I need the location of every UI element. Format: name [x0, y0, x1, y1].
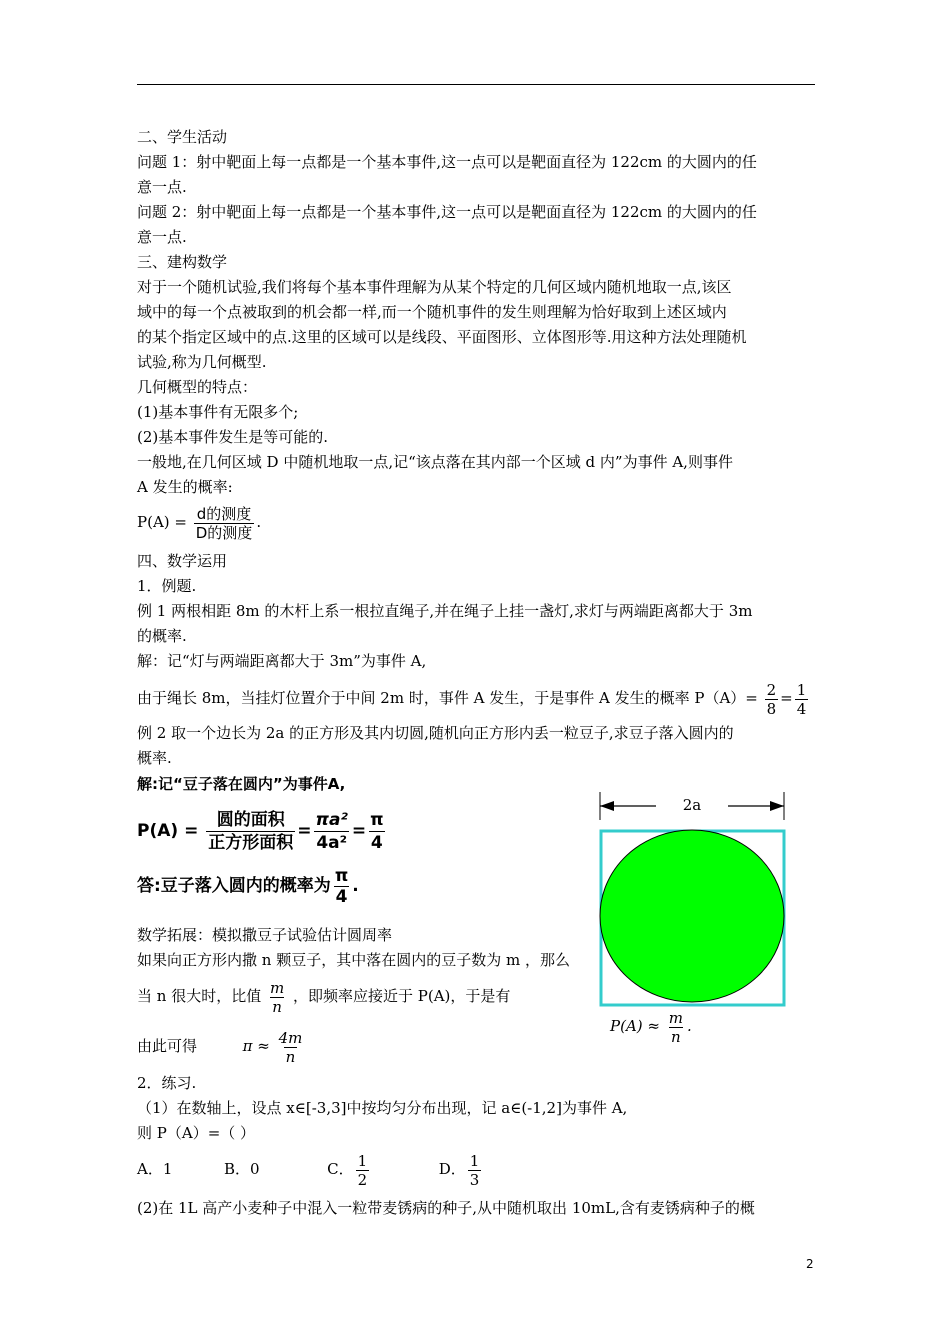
answer-end: .	[352, 876, 359, 896]
fraction-numerator: m	[269, 978, 285, 997]
extension-text: 当 n 很大时，比值	[137, 987, 262, 1005]
formula-end: .	[686, 1017, 692, 1035]
section-title: 二、学生活动	[137, 128, 228, 146]
list-item: (1)基本事件有无限多个;	[137, 403, 299, 421]
fraction-denominator: 3	[469, 1170, 480, 1189]
page-number: 2	[806, 1257, 814, 1271]
paragraph-line: 对于一个随机试验,我们将每个基本事件理解为从某个特定的几何区域内随机地取一点,该区	[137, 278, 732, 296]
extension-text: ，即频率应接近于 P(A)，于是有	[293, 987, 511, 1005]
example-2-solution: 解:记“豆子落在圆内”为事件A,	[137, 775, 346, 793]
fraction-denominator: 4a²	[316, 832, 348, 853]
paragraph-line: 问题 1：射中靶面上每一点都是一个基本事件,这一点可以是靶面直径为 122cm 的大圆内的任	[137, 153, 757, 171]
fraction	[795, 681, 809, 718]
formula-geometric-probability	[137, 503, 261, 542]
equals-sign: =	[780, 689, 793, 707]
example-2-formula	[137, 806, 388, 856]
formula-end: .	[256, 513, 262, 531]
fraction-numerator: 1	[469, 1151, 480, 1170]
fraction-denominator: n	[272, 997, 282, 1016]
formula-lhs: P(A) =	[137, 821, 199, 841]
formula-lhs: P(A) =	[137, 513, 187, 531]
fraction	[356, 1152, 370, 1189]
fraction-denominator: 正方形面积	[208, 832, 294, 853]
fraction-numerator: 圆的面积	[216, 809, 285, 830]
practice-line: (2)在 1L 高产小麦种子中混入一粒带麦锈病的种子,从中随机取出 10mL,含有麦锈病种子的概	[137, 1199, 755, 1217]
fraction	[667, 1009, 685, 1046]
example-2-line: 概率.	[137, 749, 172, 767]
formula-lhs: P(A) ≈	[610, 1017, 660, 1035]
option-a: A．1	[137, 1160, 173, 1178]
extension-line: 如果向正方形内撒 n 颗豆子，其中落在圆内的豆子数为 m ，那么	[137, 951, 570, 969]
extension-title: 数学拓展：模拟撒豆子试验估计圆周率	[137, 926, 393, 944]
fraction	[765, 681, 779, 718]
paragraph-line: 一般地,在几何区域 D 中随机地取一点,记“该点落在其内部一个区域 d 内”为事件 A,则事件	[137, 453, 733, 471]
example-2-line: 例 2 取一个边长为 2a 的正方形及其内切圆,随机向正方形内丢一粒豆子,求豆子落入圆内的	[137, 724, 734, 742]
option-b: B．0	[223, 1160, 260, 1178]
inscribed-circle	[600, 830, 784, 1002]
section-title: 三、建构数学	[137, 253, 228, 271]
fraction-denominator: 2	[357, 1170, 368, 1189]
formula-lhs: π ≈	[242, 1037, 270, 1055]
fraction	[468, 1152, 482, 1189]
fraction-denominator: n	[285, 1047, 296, 1066]
fraction-numerator: d的测度	[196, 504, 252, 523]
fraction-numerator: πa²	[315, 809, 348, 830]
fraction-denominator: D的测度	[195, 523, 253, 542]
paragraph-line: 问题 2：射中靶面上每一点都是一个基本事件,这一点可以是靶面直径为 122cm 的大圆内的任	[137, 203, 757, 221]
fraction-denominator: 4	[370, 832, 383, 853]
fraction-denominator: 4	[335, 886, 348, 907]
fraction-denominator: 8	[766, 699, 777, 718]
practice-options	[137, 1147, 483, 1191]
subsection-title: 2．练习.	[137, 1074, 197, 1092]
paragraph-line: 的某个指定区域中的点.这里的区域可以是线段、平面图形、立体图形等.用这种方法处理随机	[137, 328, 747, 346]
dimension-label: 2a	[682, 796, 702, 814]
paragraph-line: 意一点.	[137, 228, 187, 246]
option-c: C．	[327, 1160, 354, 1178]
practice-line: （1）在数轴上，设点 x∈[-3,3]中按均匀分布出现，记 a∈(-1,2]为事件 A,	[137, 1099, 628, 1117]
fraction	[268, 979, 286, 1016]
practice-line: 则 P（A）=（ ）	[137, 1124, 256, 1142]
figure-formula	[610, 1006, 692, 1046]
arrow-left-icon	[600, 801, 614, 811]
fraction	[368, 809, 385, 854]
fraction	[206, 809, 295, 854]
fraction	[314, 809, 350, 854]
fraction-numerator: m	[668, 1008, 683, 1027]
fraction-numerator: 1	[796, 680, 807, 699]
header-rule	[137, 84, 815, 85]
paragraph-line: A 发生的概率:	[137, 478, 233, 496]
equals-sign: =	[297, 821, 312, 841]
fraction-numerator: 4m	[278, 1028, 303, 1047]
paragraph-line: 几何概型的特点：	[137, 378, 258, 396]
section-title: 四、数学运用	[137, 552, 228, 570]
example-1-line: 的概率.	[137, 627, 187, 645]
list-item: (2)基本事件发生是等可能的.	[137, 428, 329, 446]
option-d: D．	[438, 1160, 466, 1178]
example-1-solution: 解：记“灯与两端距离都大于 3m”为事件 A,	[137, 652, 427, 670]
example-1-solution-line	[137, 678, 810, 718]
extension-line	[137, 1026, 306, 1066]
fraction-denominator: 4	[796, 699, 807, 718]
fraction	[277, 1029, 305, 1066]
example-2-answer	[137, 864, 359, 908]
fraction-numerator: 1	[357, 1151, 368, 1170]
example-1-line: 例 1 两根相距 8m 的木杆上系一根拉直绳子,并在绳子上挂一盏灯,求灯与两端距离都大于 3m	[137, 602, 753, 620]
paragraph-line: 意一点.	[137, 178, 187, 196]
extension-text: 由此可得	[137, 1037, 198, 1055]
equals-sign: =	[351, 821, 367, 841]
fraction	[333, 866, 350, 907]
subsection-title: 1．例题.	[137, 577, 197, 595]
extension-line	[137, 976, 510, 1016]
square-circle-figure	[594, 790, 794, 1050]
fraction-numerator: π	[334, 865, 349, 886]
formula-fraction	[194, 505, 255, 542]
paragraph-line: 域中的每一个点被取到的机会都一样,而一个随机事件的发生则理解为恰好取到上述区域内	[137, 303, 727, 321]
fraction-numerator: π	[370, 809, 384, 830]
fraction-denominator: n	[671, 1027, 681, 1046]
fraction-numerator: 2	[766, 680, 777, 699]
solution-text: 由于绳长 8m，当挂灯位置介于中间 2m 时，事件 A 发生，于是事件 A 发生的概率 P（A）=	[137, 689, 758, 707]
arrow-right-icon	[770, 801, 784, 811]
paragraph-line: 试验,称为几何概型.	[137, 353, 267, 371]
answer-text: 答:豆子落入圆内的概率为	[137, 876, 331, 896]
